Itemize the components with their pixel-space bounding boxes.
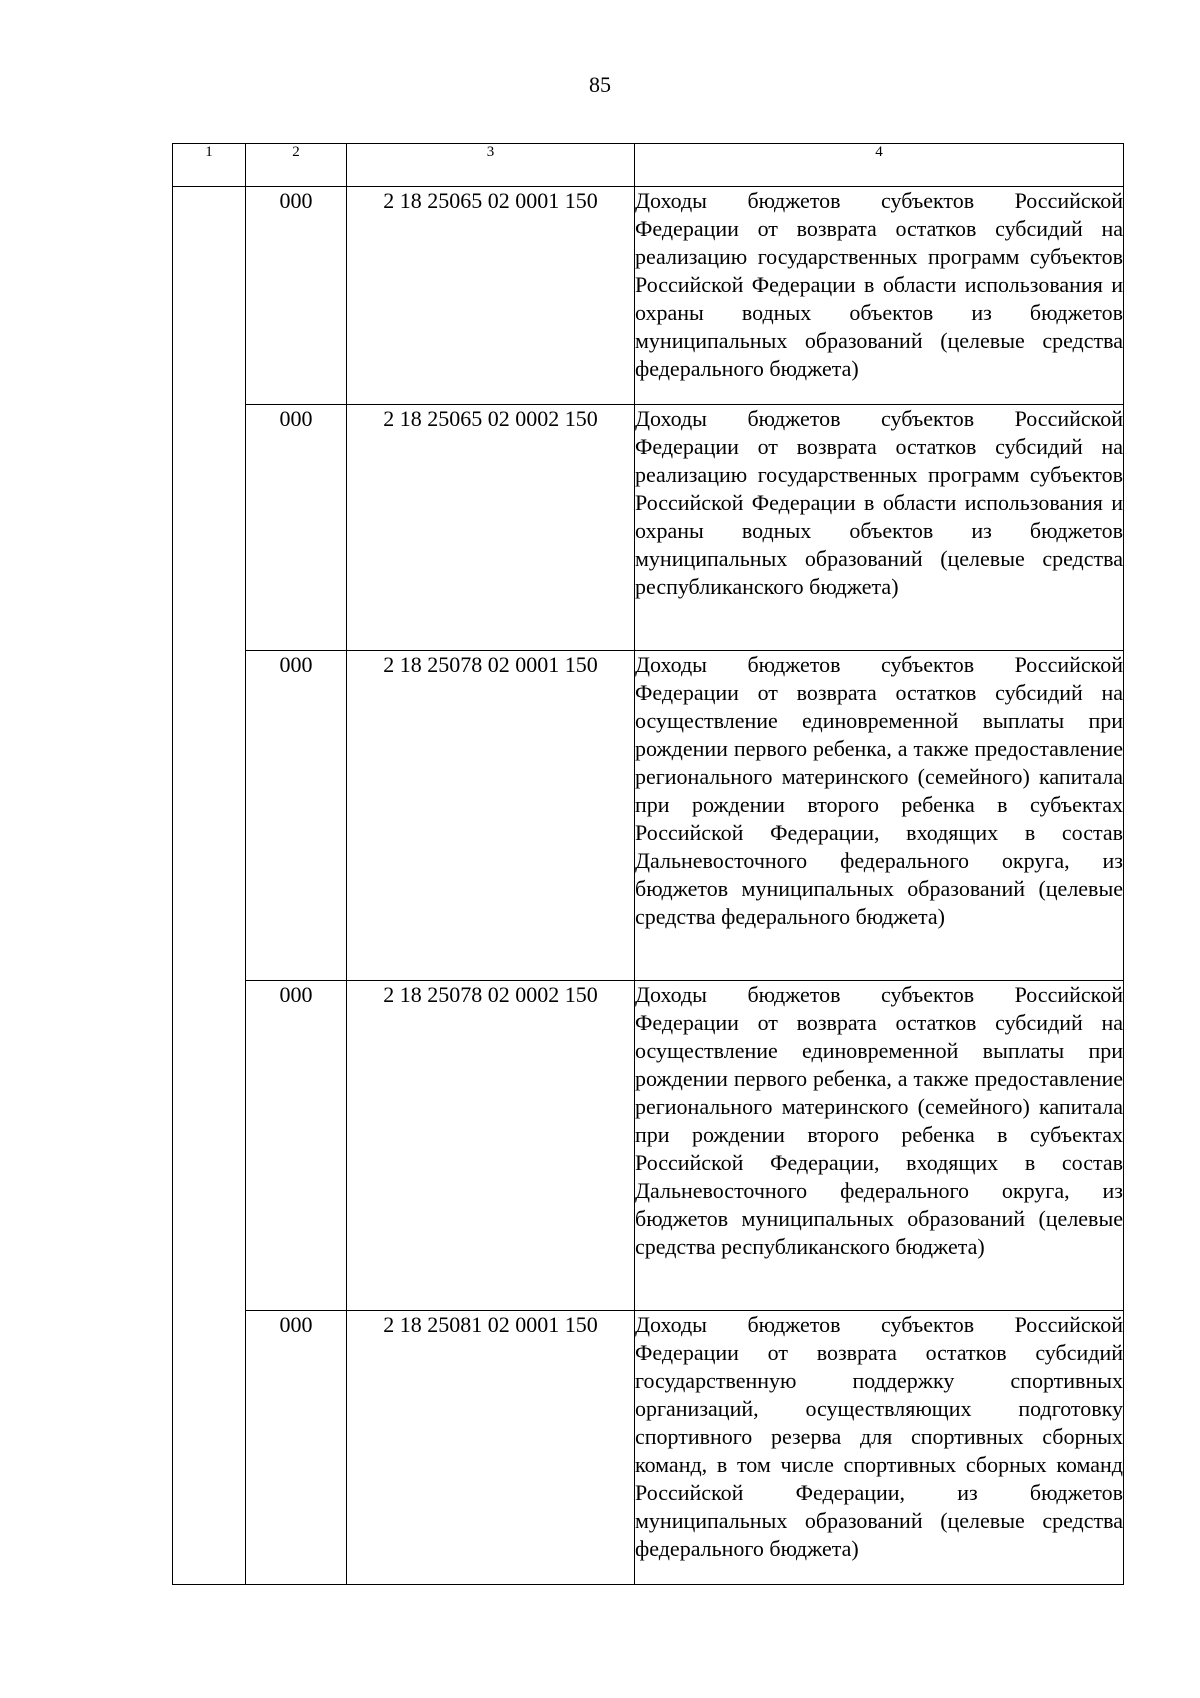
revenue-codes-table (172, 143, 1124, 1585)
admin-code-cell: 000 (246, 651, 347, 981)
kbk-code-cell: 2 18 25078 02 0001 150 (347, 651, 635, 981)
admin-code-cell: 000 (246, 405, 347, 651)
description-cell: Доходы бюджетов субъектов Российской Федерации от возврата остатков субсидий на реализацию государственных программ субъектов Российской Федерации в области использования и охраны водных объектов из бюджетов муниципальных образований (целевые средства федерального бюджета) (635, 187, 1124, 405)
table-row (173, 405, 1124, 651)
column-header-2: 2 (246, 144, 347, 187)
admin-code-cell: 000 (246, 981, 347, 1311)
admin-code-cell: 000 (246, 187, 347, 405)
table-row (173, 1311, 1124, 1585)
table-header-row (173, 144, 1124, 187)
description-cell: Доходы бюджетов субъектов Российской Федерации от возврата остатков субсидий на осуществление единовременной выплаты при рождении первого ребенка, а также предоставление регионального материнского (семейного) капитала при рождении второго ребенка в субъектах Российской Федерации, входящих в состав Дальневосточного федерального округа, из бюджетов муниципальных образований (целевые средства республиканского бюджета) (635, 981, 1124, 1311)
column-header-4: 4 (635, 144, 1124, 187)
admin-code-cell: 000 (246, 1311, 347, 1585)
page-number: 85 (589, 72, 611, 97)
table-row (173, 651, 1124, 981)
kbk-code-cell: 2 18 25065 02 0002 150 (347, 405, 635, 651)
table-row (173, 981, 1124, 1311)
description-cell: Доходы бюджетов субъектов Российской Федерации от возврата остатков субсидий на реализацию государственных программ субъектов Российской Федерации в области использования и охраны водных объектов из бюджетов муниципальных образований (целевые средства республиканского бюджета) (635, 405, 1124, 651)
description-cell: Доходы бюджетов субъектов Российской Федерации от возврата остатков субсидий на осуществление единовременной выплаты при рождении первого ребенка, а также предоставление регионального материнского (семейного) капитала при рождении второго ребенка в субъектах Российской Федерации, входящих в состав Дальневосточного федерального округа, из бюджетов муниципальных образований (целевые средства федерального бюджета) (635, 651, 1124, 981)
column-1-cell (173, 187, 246, 1585)
kbk-code-cell: 2 18 25081 02 0001 150 (347, 1311, 635, 1585)
description-cell: Доходы бюджетов субъектов Российской Федерации от возврата остатков субсидий государственную поддержку спортивных организаций, осуществляющих подготовку спортивного резерва для спортивных сборных команд, в том числе спортивных сборных команд Российской Федерации, из бюджетов муниципальных образований (целевые средства федерального бюджета) (635, 1311, 1124, 1585)
column-header-1: 1 (173, 144, 246, 187)
column-header-3: 3 (347, 144, 635, 187)
kbk-code-cell: 2 18 25078 02 0002 150 (347, 981, 635, 1311)
kbk-code-cell: 2 18 25065 02 0001 150 (347, 187, 635, 405)
table-row (173, 187, 1124, 405)
